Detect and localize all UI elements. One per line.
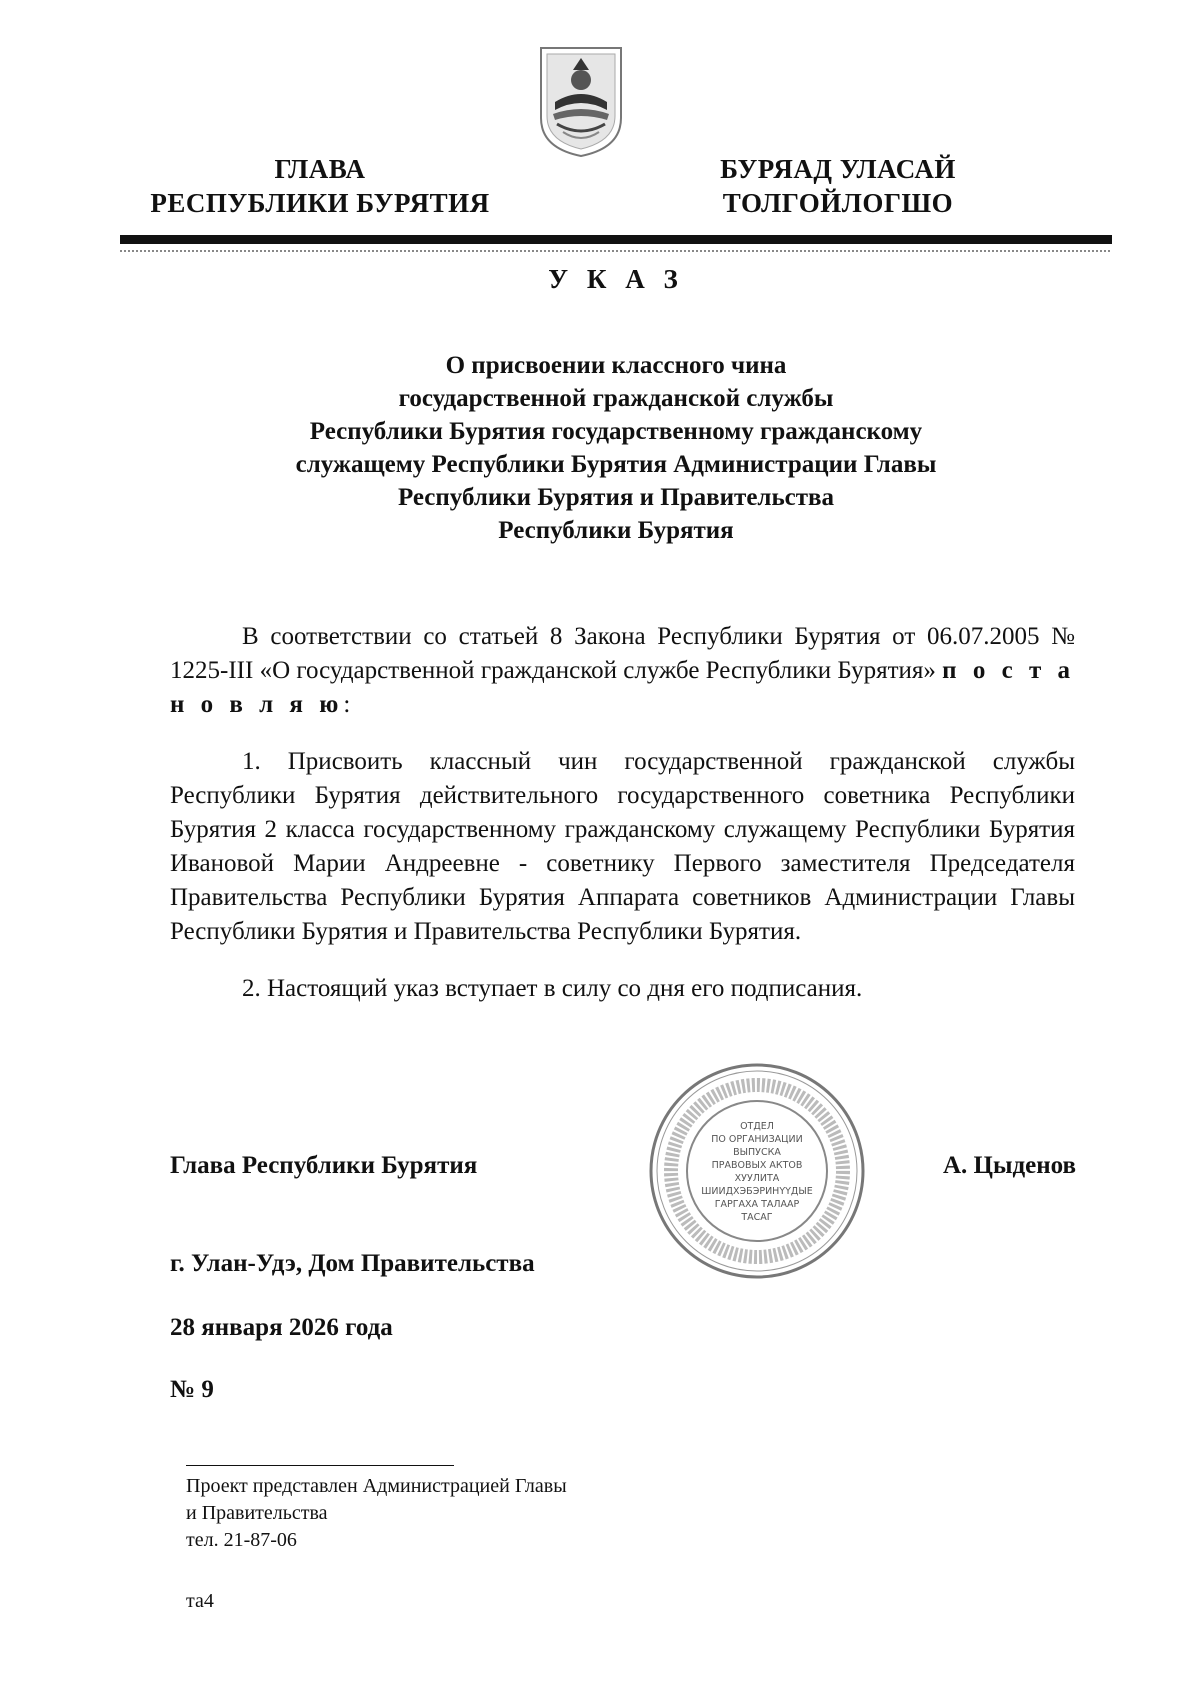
footer-code: та4 (186, 1590, 214, 1612)
decree-body (170, 620, 1075, 1006)
subject-line: Республики Бурятия и Правительства (397, 484, 835, 511)
item-paragraph: 1. Присвоить классный чин государственной гражданской службы Республики Бурятия действительного государственного советника Республики Бурятия 2 класса государственному гражданскому служащему Республики Бурятия Ивановой Марии Андреевне - советнику Первого заместителя Председателя Правительства Республики Бурятия Аппарата советников Администрации Главы Республики Бурятия и Правительства Республики Бурятия. (170, 748, 1075, 945)
stamp-line: ШИИДХЭБЭРИНҮҮДЫЕ (701, 1186, 813, 1197)
decree-word: п о с т а н о в л я ю (170, 657, 1076, 718)
header-divider-thin (120, 250, 1112, 252)
coat-of-arms-emblem (533, 40, 629, 160)
stamp-line: ВЫПУСКА (733, 1147, 781, 1158)
stamp-line: ПРАВОВЫХ АКТОВ (711, 1160, 803, 1171)
subject-line: Республики Бурятия (498, 517, 734, 544)
footer-line: тел. 21-87-06 (186, 1529, 297, 1551)
header-left (150, 152, 490, 220)
header-left-line2: РЕСПУБЛИКИ БУРЯТИЯ (150, 188, 490, 218)
preamble-colon: : (343, 691, 351, 718)
decree-date: 28 января 2026 года (170, 1314, 393, 1341)
subject-line: О присвоении классного чина (445, 352, 787, 379)
stamp-line: ОТДЕЛ (740, 1121, 774, 1132)
official-stamp (648, 1062, 866, 1280)
decree-number: № 9 (170, 1376, 214, 1403)
header-divider-thick (120, 235, 1112, 244)
signatory-name: А. Цыденов (942, 1152, 1076, 1179)
decree-subject (160, 349, 1072, 547)
stamp-line: ПО ОРГАНИЗАЦИИ (711, 1134, 803, 1145)
preamble-text: В соответствии со статьей 8 Закона Республики Бурятия от 06.07.2005 № 1225-III «О государственной гражданской службе Республики Бурятия» (170, 623, 1075, 684)
signatory-position: Глава Республики Бурятия (170, 1152, 478, 1179)
footer-divider (186, 1465, 454, 1466)
subject-line: Республики Бурятия государственному гражданскому (309, 418, 923, 445)
subject-line: служащему Республики Бурятия Администрации Главы (295, 451, 937, 478)
stamp-line: ТАСАГ (741, 1212, 773, 1223)
stamp-line: ГАРГАХА ТАЛААР (714, 1199, 800, 1210)
decree-place: г. Улан-Удэ, Дом Правительства (170, 1250, 535, 1277)
footer-line: Проект представлен Администрацией Главы (186, 1475, 567, 1497)
stamp-line: ХУУЛИТА (734, 1173, 780, 1184)
header-right-line2: ТОЛГОЙЛОГШО (722, 188, 954, 218)
footer-line: и Правительства (186, 1502, 328, 1524)
document-type: У К А З (548, 264, 684, 294)
header-left-line1: ГЛАВА (274, 154, 366, 184)
header-right (668, 152, 1008, 220)
header-right-line1: БУРЯАД УЛАСАЙ (720, 154, 956, 184)
footer-note (186, 1473, 567, 1554)
item-paragraph: 2. Настоящий указ вступает в силу со дня его подписания. (242, 975, 863, 1002)
stamp-text (692, 1120, 822, 1224)
preamble-paragraph (170, 620, 1075, 722)
subject-line: государственной гражданской службы (398, 385, 834, 412)
